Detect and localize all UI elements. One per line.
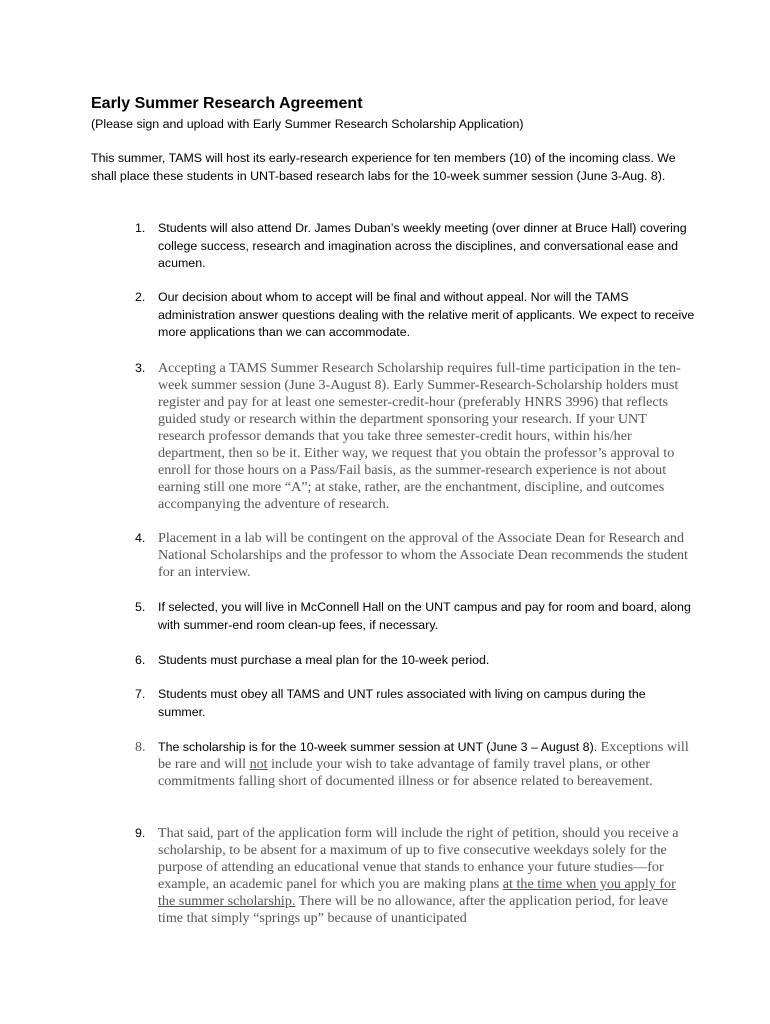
item-text: Students must purchase a meal plan for the 10-week period.	[158, 653, 490, 667]
list-item-2	[135, 289, 695, 342]
item-text: Our decision about whom to accept will be final and without appeal. Nor will the TAMS administration answer questions dealing with the relative merit of applicants. We expect to receive more applications than we can accommodate.	[158, 290, 695, 339]
item-text	[158, 825, 695, 927]
item-number: 5.	[135, 600, 146, 614]
list-item-6	[135, 652, 695, 670]
item-number: 9.	[135, 826, 146, 840]
list-item-8	[135, 739, 695, 790]
item-text: Students will also attend Dr. James Duban’s weekly meeting (over dinner at Bruce Hall) covering college success, research and imagination across the disciplines, and conversational ease and acumen.	[158, 221, 687, 270]
document-title: Early Summer Research Agreement	[91, 95, 363, 112]
item-number: 4.	[135, 531, 146, 545]
item-number: 6.	[135, 653, 146, 667]
item-underlined-text: not	[249, 756, 268, 772]
list-item-3	[135, 360, 695, 513]
item-underlined-text: at the time when you apply for the summer scholarship.	[158, 876, 676, 909]
item-text: Students must obey all TAMS and UNT rules associated with living on campus during the summer.	[158, 687, 646, 719]
item-text-part: include your wish to take advantage of family travel plans, or other commitments falling short of documented illness or for absence related to bereavement.	[158, 756, 653, 789]
item-number: 8.	[135, 740, 146, 755]
list-item-7	[135, 686, 695, 721]
item-text-part: There will be no allowance, after the application period, for leave time that simply “springs up” because of unanticipated	[158, 893, 669, 926]
list-item-4	[135, 530, 695, 581]
intro-paragraph: This summer, TAMS will host its early-research experience for ten members (10) of the incoming class. We shall place these students in UNT-based research labs for the 10-week summer session (June 3-Aug. 8).	[91, 151, 676, 183]
item-number: 7.	[135, 687, 146, 701]
document-subtitle: (Please sign and upload with Early Summer Research Scholarship Application)	[91, 117, 524, 131]
item-text	[158, 739, 695, 790]
item-text: If selected, you will live in McConnell Hall on the UNT campus and pay for room and board, along with summer-end room clean-up fees, if necessary.	[158, 600, 691, 632]
list-item-1	[135, 220, 695, 273]
list-item-9	[135, 825, 695, 927]
item-text-part: The scholarship is for the 10-week summer session at UNT (June 3 – August 8).	[158, 740, 598, 754]
item-text-part: Exceptions will be rare and will	[158, 739, 689, 772]
item-number: 2.	[135, 290, 146, 304]
item-text: Placement in a lab will be contingent on the approval of the Associate Dean for Research and National Scholarships and the professor to whom the Associate Dean recommends the student for an interview.	[158, 530, 688, 580]
list-item-5	[135, 599, 695, 634]
item-number: 3.	[135, 361, 146, 375]
item-number: 1.	[135, 221, 146, 235]
item-text: Accepting a TAMS Summer Research Scholarship requires full-time participation in the ten-week summer session (June 3-August 8). Early Summer-Research-Scholarship holders must register and pay for at least one semester-credit-hour (preferably HNRS 3996) that reflects guided study or research within the department sponsoring your research. If your UNT research professor demands that you take three semester-credit hours, within his/her department, then so be it. Either way, we request that you obtain the professor’s approval to enroll for those hours on a Pass/Fail basis, as the summer-research experience is not about earning still one more “A”; at stake, rather, are the enchantment, discipline, and outcomes accompanying the adventure of research.	[158, 360, 681, 512]
item-text-part: That said, part of the application form will include the right of petition, should you receive a scholarship, to be absent for a maximum of up to five consecutive weekdays solely for the purpose of attending an educational venue that stands to enhance your future studies—for example, an academic panel for which you are making plans	[158, 825, 679, 892]
